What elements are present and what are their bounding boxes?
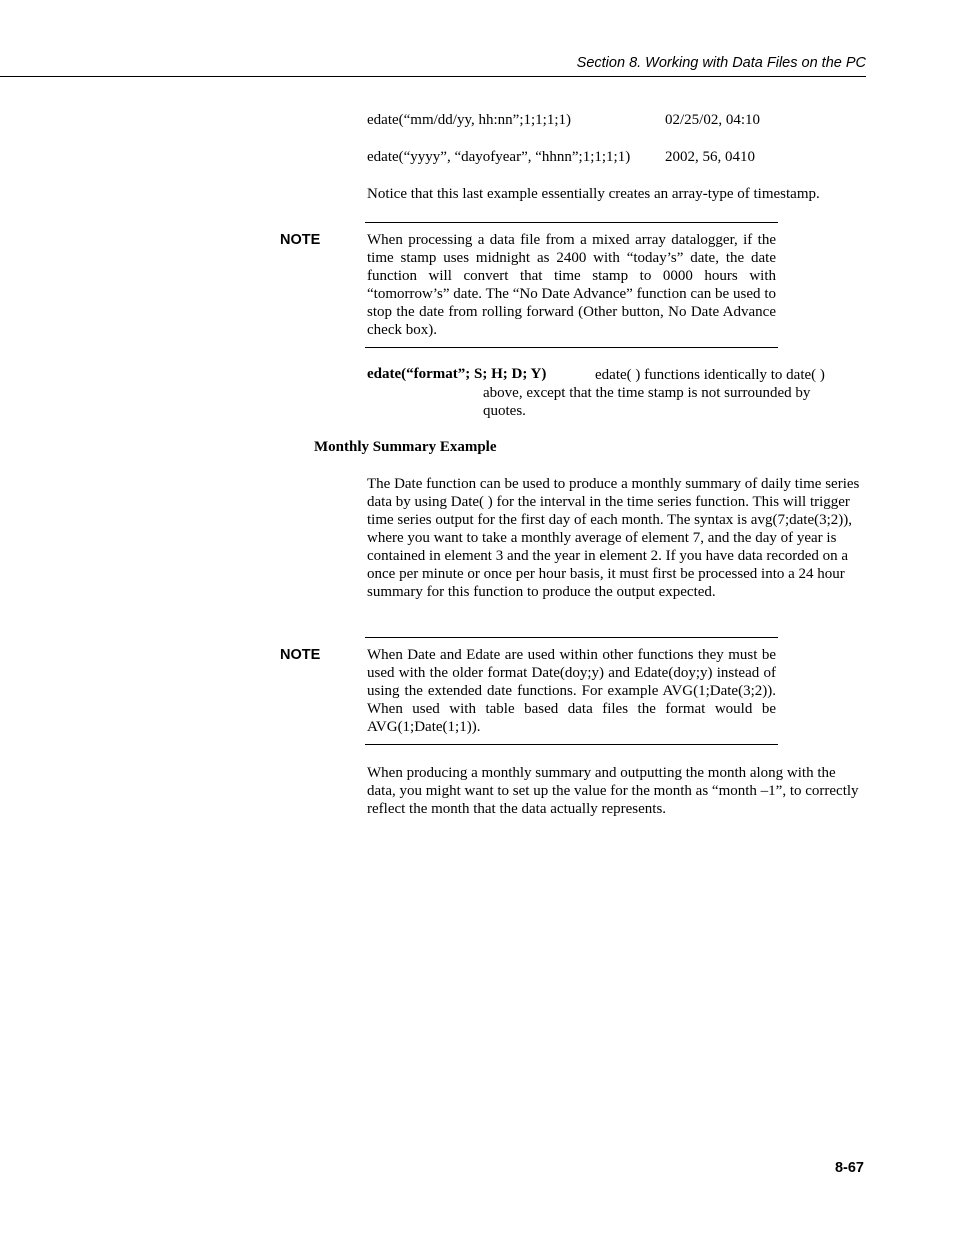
monthly-paragraph: The Date function can be used to produce a monthly summary of daily time series data by using Date( ) for the interval in the time series function. This will trigger time series output for the first day of each month. The syntax is avg(7;date(3;2)), where you want to take a monthly average of element 7, and the day of year is contained in element 3 and the year in element 2. If you have data recorded on a once per minute or once per hour basis, it must first be processed into a 24 hour summary for this function to produce the output expected.	[367, 476, 860, 600]
running-header: Section 8. Working with Data Files on the PC	[576, 55, 866, 71]
page-number: 8-67	[834, 1160, 864, 1176]
example-code-1: edate(“mm/dd/yy, hh:nn”;1;1;1;1)	[367, 112, 571, 128]
note2-top-rule	[365, 637, 778, 638]
note1-label: NOTE	[280, 232, 321, 248]
edate-description: edate( ) functions identically to date( ) above, except that the time stamp is not surrounded by quotes.	[483, 367, 825, 419]
section-heading: Monthly Summary Example	[314, 439, 497, 455]
edate-term: edate(“format”; S; H; D; Y)	[367, 366, 547, 382]
note2-label: NOTE	[280, 647, 321, 663]
header-rule	[0, 76, 866, 77]
note2-bottom-rule	[365, 744, 778, 745]
closing-paragraph: When producing a monthly summary and outputting the month along with the data, you might want to set up the value for the month as “month –1”, to correctly reflect the month that the data actually represents.	[367, 765, 859, 817]
note1-text: When processing a data file from a mixed array datalogger, if the time stamp uses midnight as 2400 with “today’s” date, the date function will convert that time stamp to 0000 hours with “tomorrow’s” date. The “No Date Advance” function can be used to stop the date from rolling forward (Other button, No Date Advance check box).	[367, 232, 776, 338]
example-result-2: 2002, 56, 0410	[665, 149, 755, 165]
note2-text: When Date and Edate are used within other functions they must be used with the older format Date(doy;y) and Edate(doy;y) instead of using the extended date functions. For example AVG(1;Date(3;2)). When used with table based data files the format would be AVG(1;Date(1;1)).	[367, 647, 776, 735]
example-code-2: edate(“yyyy”, “dayofyear”, “hhnn”;1;1;1;1)	[367, 149, 631, 165]
example-result-1: 02/25/02, 04:10	[665, 112, 761, 128]
note1-top-rule	[365, 222, 778, 223]
note1-bottom-rule	[365, 347, 778, 348]
notice-text: Notice that this last example essentially creates an array-type of timestamp.	[367, 186, 820, 202]
